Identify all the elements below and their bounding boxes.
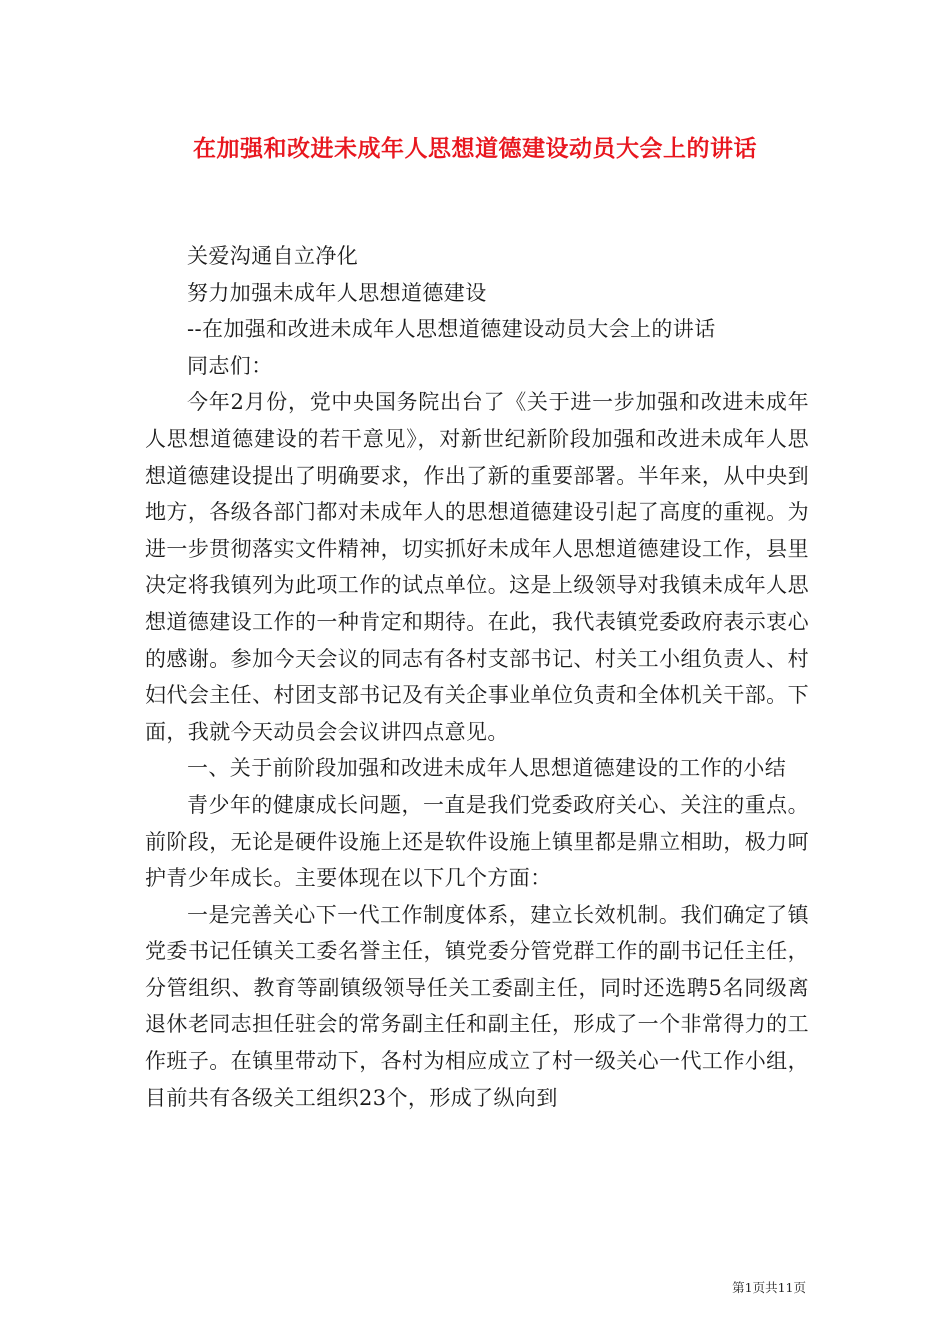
document-body bbox=[145, 238, 809, 1116]
section-heading: 一、关于前阶段加强和改进未成年人思想道德建设的工作的小结 bbox=[187, 756, 787, 781]
subtitle-line: --在加强和改进未成年人思想道德建设动员大会上的讲话 bbox=[187, 317, 716, 342]
body-paragraph: 一是完善关心下一代工作制度体系，建立长效机制。我们确定了镇党委书记任镇关工委名誉主任，镇党委分管党群工作的副书记任主任，分管组织、教育等副镇级领导任关工委副主任，同时还选聘5名同级离退休老同志担任驻会的常务副主任和副主任，形成了一个非常得力的工作班子。在镇里带动下，各村为相应成立了村一级关心一代工作小组，目前共有各级关工组织23个，形成了纵向到 bbox=[145, 902, 809, 1110]
body-paragraph: 今年2月份，党中央国务院出台了《关于进一步加强和改进未成年人思想道德建设的若干意见》，对新世纪新阶段加强和改进未成年人思想道德建设提出了明确要求，作出了新的重要部署。半年来，从中央到地方，各级各部门都对未成年人的思想道德建设引起了高度的重视。为进一步贯彻落实文件精神，切实抓好未成年人思想道德建设工作，县里决定将我镇列为此项工作的试点单位。这是上级领导对我镇未成年人思想道德建设工作的一种肯定和期待。在此，我代表镇党委政府表示衷心的感谢。参加今天会议的同志有各村支部书记、村关工小组负责人、村妇代会主任、村团支部书记及有关企事业单位负责和全体机关干部。下面，我就今天动员会会议讲四点意见。 bbox=[145, 390, 809, 744]
salutation: 同志们： bbox=[187, 353, 273, 378]
document-title: 在加强和改进未成年人思想道德建设动员大会上的讲话 bbox=[193, 135, 757, 162]
page-number: 第1页共11页 bbox=[732, 1280, 806, 1295]
subtitle-line: 努力加强未成年人思想道德建设 bbox=[187, 280, 487, 305]
body-paragraph: 青少年的健康成长问题，一直是我们党委政府关心、关注的重点。前阶段，无论是硬件设施上还是软件设施上镇里都是鼎立相助，极力呵护青少年成长。主要体现在以下几个方面： bbox=[145, 792, 809, 891]
subtitle-line: 关爱沟通自立净化 bbox=[187, 244, 359, 268]
